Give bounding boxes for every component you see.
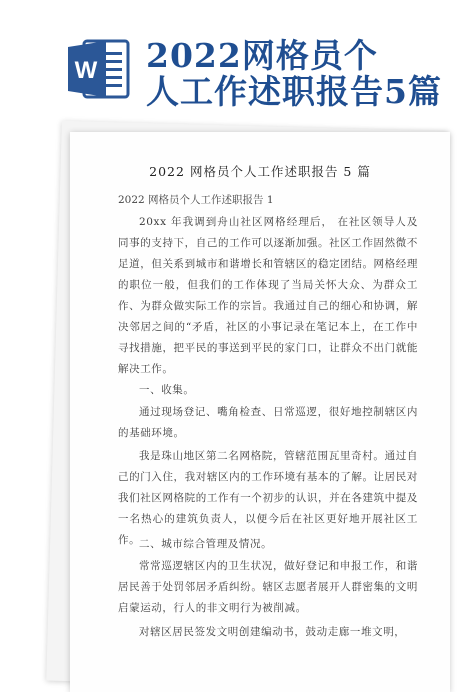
word-document-icon [66, 38, 132, 100]
paragraph-2: 我是珠山地区第二名网格院，管辖范围瓦里奇村。通过自己的门入住，我对辖区内的工作环境有基本的了解。让居民对我们社区网格院的工作有一个初步的认识，并在各建筑中提及一名热心的建筑负责人，以便今后在社区更好地开展社区工作。 [118, 450, 418, 546]
document-title: 2022 网格员个人工作述职报告 5 篇 [149, 164, 371, 179]
page-title-line-2: 人工作述职报告5篇 [146, 72, 442, 111]
paragraph-1: 通过现场登记、嘴角检查、日常巡逻，很好地控制辖区内的基础环境。 [118, 406, 418, 439]
document-subtitle: 2022 网格员个人工作述职报告 1 [118, 194, 274, 206]
document-preview [32, 122, 458, 682]
word-icon-letter: W [74, 57, 98, 84]
page-title-line-1: 2022网格员个 [146, 36, 378, 75]
section-heading-1: 一、收集。 [139, 384, 195, 396]
paragraph-4: 对辖区居民签发文明创建编动书，鼓动走廊一堆文明， [139, 626, 406, 638]
header [0, 0, 474, 110]
paragraph-3: 常常巡逻辖区内的卫生状况，做好登记和申报工作，和谐居民善于处罚邻居矛盾纠纷。辖区志愿者展开人群密集的文明启蒙运动，行人的非文明行为被削减。 [118, 560, 418, 614]
section-heading-2: 二、城市综合管理及情况。 [139, 538, 273, 550]
document-page [70, 132, 450, 692]
paragraph-intro: 20xx 年我调到舟山社区网格经理后， 在社区领导人及同事的支持下，自己的工作可以逐渐加强。社区工作固然微不足道，但关系到城市和谐增长和管辖区的稳定团结。网格经理的职位一般，但我们的工作体现了当局关怀大众、为群众工作、为群众做实际工作的宗旨。我通过自己的细心和协调，解决邻居之间的“矛盾，社区的小事记录在笔记本上，在工作中寻找措施，把平民的事送到平民的家门口，让群众不出门就能解决工作。 [118, 216, 418, 375]
